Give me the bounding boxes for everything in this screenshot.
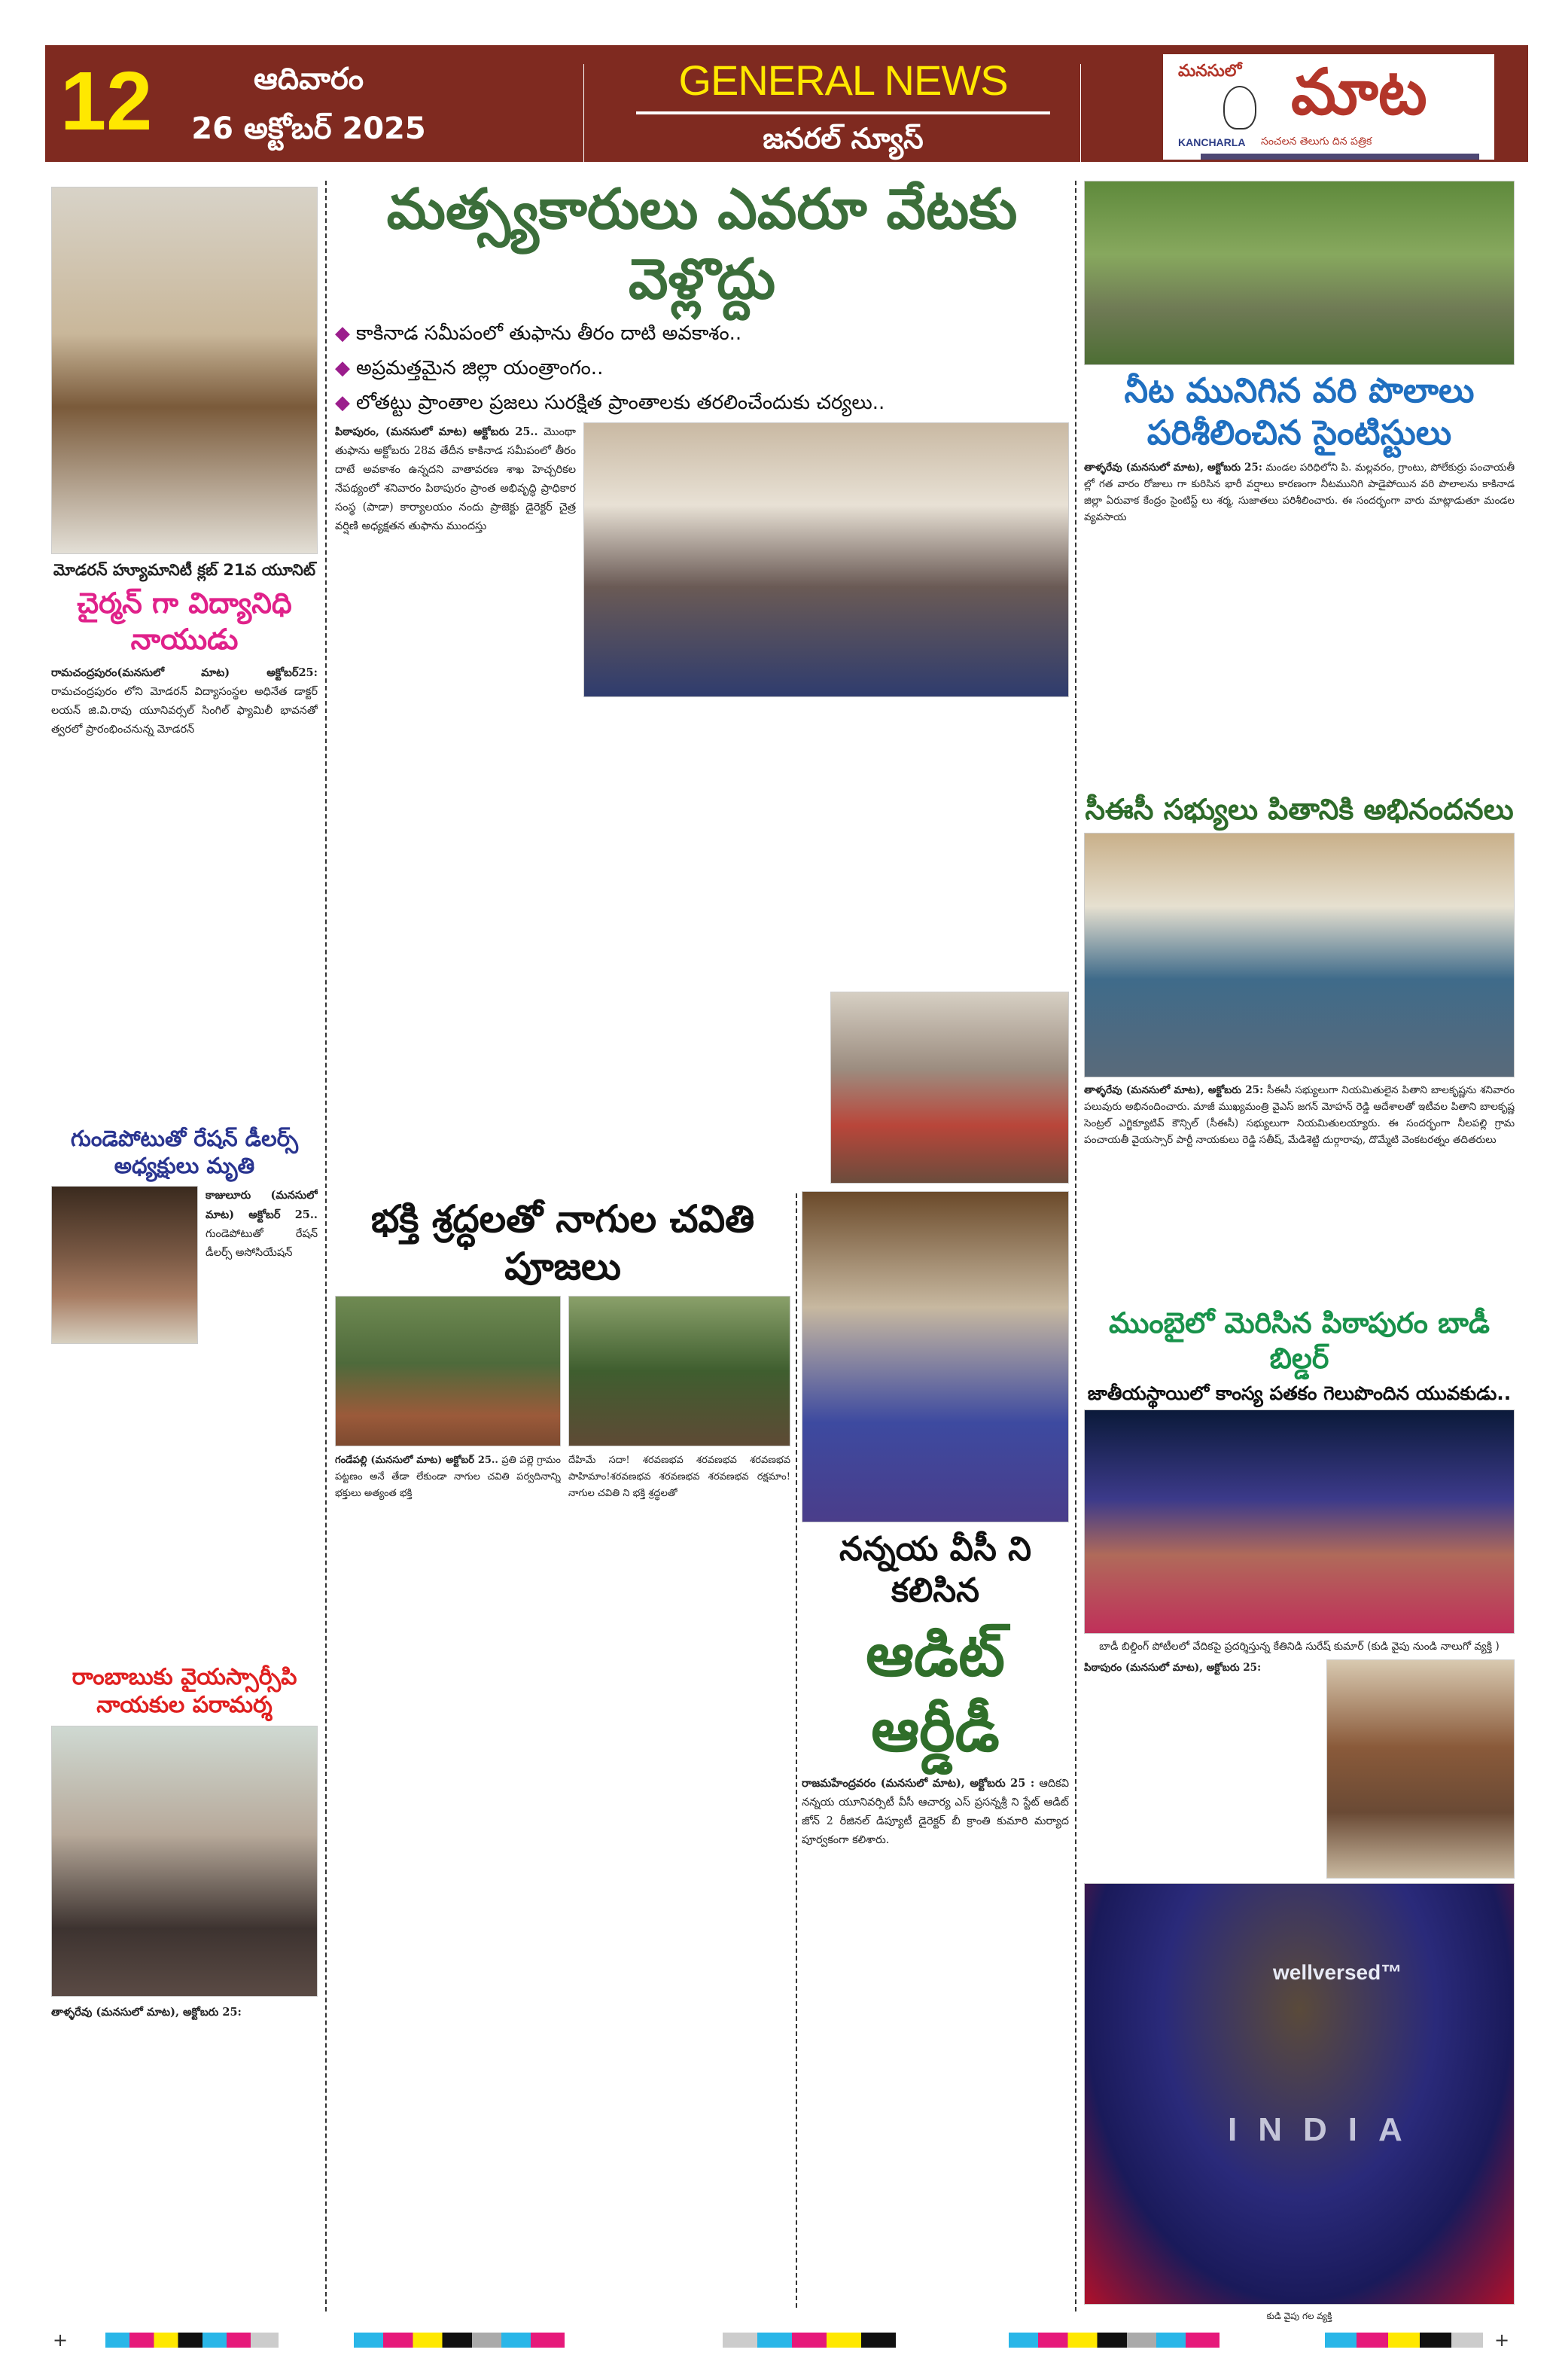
story-headline: చైర్మన్ గా విద్యానిధి నాయుడు xyxy=(77,587,292,656)
bullet-text: కాకినాడ సమీపంలో తుఫాను తీరం దాటి అవకాశం.. xyxy=(356,322,742,345)
photo-pooja-1 xyxy=(335,1296,561,1446)
main-story-col3 xyxy=(830,703,1070,1184)
story-body: దేహిమే సదా! శరవణభవ శరవణభవ శరవణభవ పాహిమాం!శరవణభవ శరవణభవ శరవణభవ రక్షమాం! నాగుల చవితి ని భక్తి శ్రద్ధలతో xyxy=(568,1455,790,1499)
photo-deceased-dealer xyxy=(51,1186,198,1344)
color-bar xyxy=(1009,2333,1220,2348)
photo-bodybuilder-portrait xyxy=(1326,1659,1515,1879)
photo-officials-meeting xyxy=(830,992,1070,1184)
column-divider xyxy=(325,181,327,2311)
registration-mark-icon: + xyxy=(1494,2330,1510,2351)
photo-bodybuilding-stage xyxy=(1084,1409,1515,1634)
story-body xyxy=(802,1774,1069,2309)
story-body xyxy=(1084,1659,1319,1879)
photo-cyclone-meeting xyxy=(583,422,1069,697)
day: ఆదివారం xyxy=(253,62,364,96)
main-story-subcolumns xyxy=(583,703,1069,1184)
story-headline: గుండెపోటుతో రేషన్ డీలర్స్ అధ్యక్షులు మృతి xyxy=(70,1126,299,1179)
page-number: 12 xyxy=(60,55,153,148)
color-bar xyxy=(1325,2333,1483,2348)
story-body xyxy=(1084,459,1515,788)
dateline: రామచంద్రపురం(మనసులో మాట) అక్టోబర్25: xyxy=(51,666,318,680)
divider xyxy=(1080,64,1081,162)
dateline: పిఠాపురం (మనసులో మాట), అక్టోబరు 25: xyxy=(1084,1661,1262,1674)
story-body xyxy=(51,2003,318,2306)
story-body xyxy=(335,1452,561,2308)
story-row xyxy=(51,1186,318,1348)
main-story xyxy=(335,175,1069,1184)
main-story-right xyxy=(583,422,1069,1184)
story-row xyxy=(1084,1659,1515,1879)
banner-text: INDIA xyxy=(1228,2111,1424,2149)
photo-row xyxy=(335,1296,790,1446)
story-subhead: జాతీయస్థాయిలో కాంస్య పతకం గెలుపొందిన యువకుడు.. xyxy=(1087,1382,1512,1404)
diamond-icon: ◆ xyxy=(335,322,350,345)
body-text: ప్రతి పల్లె గ్రామం పట్టణం అనే తేడా లేకుండా నాగుల చవితి పర్వదినాన్ని భక్తులు అత్యంత భక్తి xyxy=(335,1455,561,1499)
divider xyxy=(583,64,584,162)
divider xyxy=(636,111,1050,114)
diamond-icon: ◆ xyxy=(335,357,350,379)
color-bar xyxy=(105,2333,279,2348)
dateline: గండేపల్లి (మనసులో మాట) అక్టోబర్ 25.. xyxy=(335,1455,498,1466)
dateline: తాళ్ళరేవు (మనసులో మాట), అక్టోబరు 25: xyxy=(51,2005,242,2019)
logo-brand: KANCHARLA xyxy=(1178,136,1246,148)
color-bar xyxy=(354,2333,565,2348)
bullet-item xyxy=(335,353,1069,383)
story-headline: ఆడిట్ ఆర్డీడీ xyxy=(866,1620,1005,1765)
portrait-icon xyxy=(1223,86,1256,130)
photo-podium xyxy=(1084,1883,1515,2305)
body-text: గుండెపోటుతో రేషన్ డీలర్స్ అసోసియేషన్ xyxy=(206,1227,318,1259)
story-headline: భక్తి శ్రద్ధలతో నాగుల చవితి పూజలు xyxy=(370,1197,755,1288)
photo-condolence-visit xyxy=(51,1726,318,1997)
section-title-en: GENERAL NEWS xyxy=(678,56,1008,104)
photo-felicitation xyxy=(1084,833,1515,1077)
bullet-text: లోతట్టు ప్రాంతాల ప్రజలు సురక్షిత ప్రాంతాలకు తరలించేందుకు చర్యలు.. xyxy=(356,392,885,414)
bullet-item xyxy=(335,318,1069,349)
registration-mark-icon: + xyxy=(53,2330,69,2351)
main-story-columns xyxy=(335,422,1069,1184)
vc-story xyxy=(802,1191,1069,2309)
story-headline: ముంబైలో మెరిసిన పిఠాపురం బాడీ బిల్డర్ xyxy=(1108,1306,1491,1376)
story-kicker: మోడరన్ హ్యూమానిటీ క్లబ్ 21వ యూనిట్ xyxy=(53,561,316,579)
story-body-cont xyxy=(51,1354,318,1657)
logo-big: మాట xyxy=(1291,55,1427,129)
main-headline: మత్స్యకారులు ఎవరూ వేటకు వెళ్లొద్దు xyxy=(386,177,1018,312)
dateline: కాజులూరు (మనసులో మాట) అక్టోబర్ 25.. xyxy=(206,1188,318,1221)
diamond-icon: ◆ xyxy=(335,392,350,414)
photo-pooja-2 xyxy=(568,1296,790,1446)
nagula-story xyxy=(335,1196,790,2308)
story-headline: రాంబాబుకు వైయస్సార్సీపి నాయకుల పరామర్శ xyxy=(72,1663,297,1719)
section-title-te: జనరల్ న్యూస్ xyxy=(763,122,924,155)
bullet-text: అప్రమత్తమైన జిల్లా యంత్రాంగం.. xyxy=(356,357,604,379)
story-body xyxy=(206,1186,318,1348)
photo-club-chairman xyxy=(51,187,318,554)
dateline: తాళ్ళరేవు (మనసులో మాట), అక్టోబరు 25: xyxy=(1084,1083,1264,1096)
banner-text: wellversed™ xyxy=(1273,1961,1402,1985)
body-text: ఆదికవి నన్నయ యూనివర్సిటీ వీసీ ఆచార్య ఎస్ ప్రసన్నశ్రీ ని స్టేట్ ఆడిట్ జోన్ 2 రీజినల్ డిప్యూటీ డైరెక్టర్ బీ క్రాంతి కుమారి మర్యాద పూర్వకంగా కలిశారు. xyxy=(802,1778,1069,1846)
main-story-body-col3 xyxy=(830,703,1070,986)
logo-bar xyxy=(1201,154,1479,160)
body-text: మండల పరిధిలోని పి. మల్లవరం, గ్రాంటు, పోలేకుర్రు పంచాయతీ ల్లో గత వారం రోజులు గా కురిసిన భారీ వర్షాలు కారణంగా నీటమునిగి పాడైపోయిన వరి పొలాలను కాకినాడ జిల్లా ఏరువాక కేంద్రం సైంటిస్ట్ లు శర్మ, సుజాతలు పరిశీలించారు. ఈ సందర్భంగా వారు మాట్లాడుతూ మండల వ్యవసాయ xyxy=(1084,461,1515,523)
story-kicker: నన్నయ వీసీ ని కలిసిన xyxy=(839,1530,1032,1610)
story-headline: సీఈసీ సభ్యులు పితానికి అభినందనలు xyxy=(1085,793,1514,827)
photo-caption: బాడీ బిల్డింగ్ పోటీలలో వేదికపై ప్రదర్శిస్తున్న కేతినిడి సురేష్ కుమార్ (కుడి వైపు నుండి నాలుగో వ్యక్తి ) xyxy=(1099,1640,1500,1653)
photo-caption: కుడి వైపు గల వ్యక్తి xyxy=(1266,2311,1332,2322)
story-columns xyxy=(335,1452,790,2308)
logo-tagline: సంచలన తెలుగు దిన పత్రిక xyxy=(1261,136,1372,148)
body-text: మొంథా తుఫాను అక్టోబరు 28వ తేదీన కాకినాడ సమీపంలో తీరం దాటే అవకాశం ఉన్నదని వాతావరణ శాఖ హెచ్చరికల నేపథ్యంలో శనివారం పిఠాపురం ప్రాంత అభివృద్ధి ప్రాధికార సంస్థ (పాడా) కార్యాలయం నందు ప్రాజెక్టు డైరెక్టర్ చైత్ర వర్షిణి అధ్యక్షతన తుఫాను ముందస్తు xyxy=(335,426,576,532)
body-text: రామచంద్రపురం లోని మోడరన్ విద్యాసంస్థల అధినేత డాక్టర్ లయన్ జి.వి.రావు యూనివర్సల్ సింగిల్ ఫ్యామిలీ భావనతో త్వరలో ప్రారంభించనున్న మోడరన్ xyxy=(51,686,318,736)
left-column xyxy=(51,187,318,2306)
photo-vc-meeting xyxy=(802,1191,1069,1522)
newspaper-logo xyxy=(1163,54,1494,160)
dateline: రాజమహేంద్రవరం (మనసులో మాట), అక్టోబరు 25 : xyxy=(802,1777,1035,1790)
photo-paddy-fields xyxy=(1084,181,1515,365)
story-body xyxy=(1084,1082,1515,1301)
body-text: సీఈసీ సభ్యులుగా నియమితులైన పితాని బాలకృష్ణను శనివారం పలువురు అభినందించారు. మాజీ ముఖ్యమంత్రి వైఎస్ జగన్ మోహన్ రెడ్డి ఆదేశాలతో ఇటీవల పితాని బాలకృష్ణ సెంట్రల్ ఎగ్జిక్యూటివ్ కౌన్సిల్ (సీఈసీ) సభ్యులుగా నియమితులయ్యారు. ఈ సందర్భంగా నీలపల్లి గ్రామ పంచాయతీ వైయస్సార్ పార్టీ నాయకులు రెడ్డి సతీష్, మేడిశెట్టి దుర్గారావు, దొమ్మేటి వెంకటరత్నం తదితరులు xyxy=(1084,1083,1515,1146)
color-bar xyxy=(723,2333,896,2348)
story-headline: నీట మునిగిన వరి పొలాలు పరిశీలించిన సైంటిస్టులు xyxy=(1124,370,1475,453)
dateline: పిఠాపురం, (మనసులో మాట) అక్టోబరు 25.. xyxy=(335,425,538,438)
bullet-item xyxy=(335,388,1069,418)
main-story-body xyxy=(335,422,576,1184)
date: 26 అక్టోబర్ 2025 xyxy=(191,111,426,146)
main-story-body-col2 xyxy=(583,703,823,1184)
column-divider xyxy=(1075,181,1076,2311)
column-divider xyxy=(796,1193,797,2308)
dateline: తాళ్ళరేవు (మనసులో మాట), అక్టోబరు 25: xyxy=(1084,461,1262,474)
right-column xyxy=(1084,181,1515,2323)
logo-small: మనసులో xyxy=(1178,62,1242,81)
story-body xyxy=(51,663,318,1119)
